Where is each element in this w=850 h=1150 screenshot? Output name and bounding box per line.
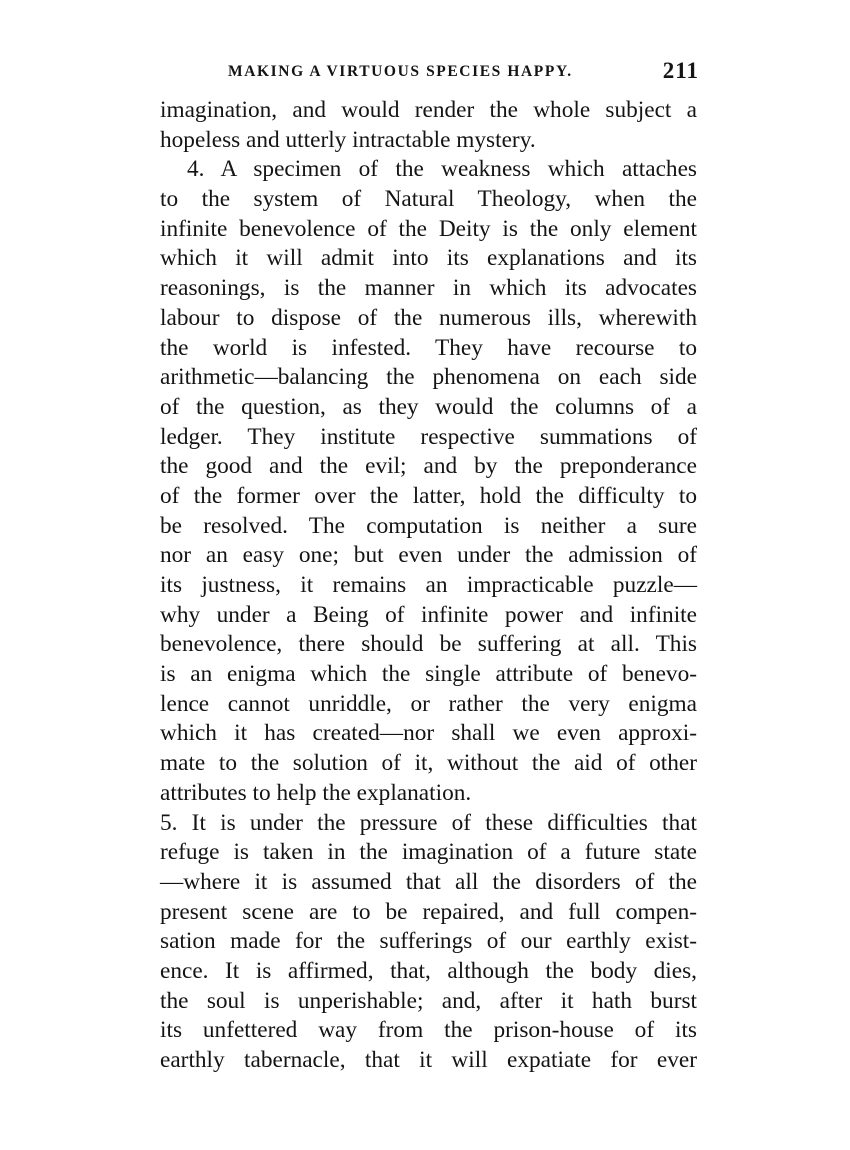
text-line: arithmetic—balancing the phenomena on each side [160, 364, 697, 391]
text-line: ledger. They institute respective summations of [160, 423, 697, 450]
text-line: of the former over the latter, hold the difficulty to [160, 482, 697, 509]
text-line: which it will admit into its explanations and its [160, 245, 697, 272]
text-line: labour to dispose of the numerous ills, wherewith [160, 304, 697, 331]
text-line: benevolence, there should be suffering at all. This [160, 631, 697, 658]
text-line: the soul is unperishable; and, after it hath burst [160, 987, 697, 1014]
running-head [160, 58, 697, 92]
page-number: 211 [662, 58, 699, 83]
text-line: reasonings, is the manner in which its advocates [160, 275, 697, 302]
paragraph-4-start: 4. A specimen of the weakness which attaches [187, 156, 697, 183]
book-page [160, 58, 697, 1076]
text-line: nor an easy one; but even under the admission of [160, 542, 697, 569]
text-line: be resolved. The computation is neither a sure [160, 512, 697, 539]
text-line: earthly tabernacle, that it will expatiate for ever [160, 1047, 697, 1073]
text-line: attributes to help the explanation. [160, 779, 472, 806]
text-line: mate to the solution of it, without the aid of other [160, 750, 697, 777]
body-text [160, 96, 697, 1076]
text-line: infinite benevolence of the Deity is the only element [160, 215, 697, 242]
text-line: its unfettered way from the prison-house of its [160, 1017, 697, 1044]
text-line: the world is infested. They have recourse to [160, 334, 697, 361]
text-line: why under a Being of infinite power and infinite [160, 601, 697, 628]
text-line: which it has created—nor shall we even approxi- [160, 720, 697, 747]
text-line: present scene are to be repaired, and full compen- [160, 898, 697, 925]
text-line: the good and the evil; and by the preponderance [160, 453, 697, 480]
text-line: imagination, and would render the whole subject a [160, 97, 697, 123]
text-line: of the question, as they would the columns of a [160, 393, 697, 420]
text-line: ence. It is affirmed, that, although the body dies, [160, 957, 697, 984]
text-line: to the system of Natural Theology, when the [160, 186, 697, 213]
text-line: —where it is assumed that all the disorders of the [160, 868, 697, 895]
text-line: lence cannot unriddle, or rather the very enigma [160, 690, 697, 717]
text-line: its justness, it remains an impracticable puzzle— [160, 572, 697, 598]
running-title: MAKING A VIRTUOUS SPECIES HAPPY. [228, 63, 573, 80]
text-line: refuge is taken in the imagination of a future state [160, 839, 697, 866]
text-line: is an enigma which the single attribute of benevo- [160, 661, 697, 688]
text-line: hopeless and utterly intractable mystery. [160, 126, 536, 153]
paragraph-5-start: 5. It is under the pressure of these difficulties that [160, 809, 697, 836]
text-line: sation made for the sufferings of our earthly exist- [160, 928, 697, 955]
